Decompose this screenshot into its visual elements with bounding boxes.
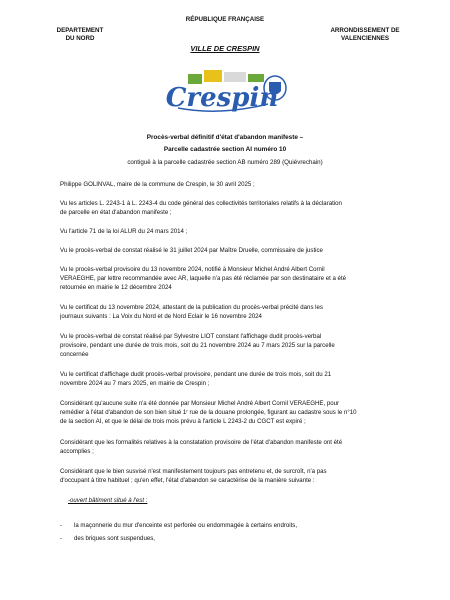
city-title: VILLE DE CRESPIN bbox=[190, 44, 260, 53]
paragraph-3: Vu l'article 71 de la loi ALUR du 24 mars 2014 ; bbox=[60, 228, 188, 235]
paragraph-9: Considérant qu'aucune suite n'a été donnée par Monsieur Michel André Albert Cornil VERAEGHE, pour remédier à l'état d'abandon de son bien situé 1ʳ rue de la douane prolongée, figurant au cadastre sous le n°10 de la section AI, et que le délai de trois mois prévu à l'article L 2243-2 du CGCT est expiré ; bbox=[60, 400, 357, 425]
department-line-1: DEPARTEMENT bbox=[56, 27, 104, 34]
logo-wordmark: Crespin bbox=[165, 83, 279, 113]
paragraph-5: Vu le procès-verbal provisoire du 13 novembre 2024, notifié à Monsieur Michel André Albert Cornil VERAEGHE, par lettre recommandée avec AR, laquelle n'a pas été réclamée par son destinataire et a été retournée en mairie le 12 décembre 2024 bbox=[60, 266, 347, 291]
department-block bbox=[30, 27, 130, 42]
republic-header: RÉPUBLIQUE FRANÇAISE bbox=[185, 16, 265, 23]
paragraph-2: Vu les articles L. 2243-1 à L. 2243-4 du code général des collectivités territoriales relatifs à la déclaration de parcelle en état d'abandon manifeste ; bbox=[60, 200, 342, 216]
doc-title-line-1: Procès-verbal définitif d'état d'abandon manifeste – bbox=[146, 134, 304, 141]
paragraph-6: Vu le certificat du 13 novembre 2024, attestant de la publication du procès-verbal précité dans les journaux suivants : La Voix du Nord et de Nord Eclair le 16 novembre 2024 bbox=[60, 304, 323, 320]
arrondissement-line-1: ARRONDISSEMENT DE bbox=[330, 27, 400, 34]
paragraph-10: Considérant que les formalités relatives à la constatation provisoire de l'état d'abandon manifeste ont été accomplies ; bbox=[60, 439, 343, 455]
bullet-item: - des briques sont suspendues, bbox=[60, 535, 155, 542]
paragraph-11: Considérant que le bien susvisé n'est manifestement toujours pas entretenu et, de surcroît, n'a pas d'occupant à titre habituel ; qu'en effet, l'état d'abandon se caractérise de la manière suivante : bbox=[60, 468, 327, 484]
paragraph-8: Vu le certificat d'affichage dudit procès-verbal provisoire, pendant une durée de trois mois, soit du 21 novembre 2024 au 7 mars 2025, en mairie de Crespin ; bbox=[60, 371, 332, 387]
bullet-item: - la maçonnerie du mur d'enceinte est perforée ou endommagée à certains endroits, bbox=[60, 522, 298, 529]
paragraph-1: Philippe GOLINVAL, maire de la commune de Crespin, le 30 avril 2025 ; bbox=[60, 181, 255, 188]
doc-title-line-2: Parcelle cadastrée section AI numéro 10 bbox=[163, 146, 287, 153]
department-line-2: DU NORD bbox=[65, 34, 95, 42]
crespin-logo bbox=[150, 64, 300, 124]
arrondissement-block bbox=[290, 27, 440, 42]
paragraph-4: Vu le procès-verbal de constat réalisé le 31 juillet 2024 par Maître Druelle, commissaire de justice bbox=[60, 247, 323, 254]
arrondissement-line-2: VALENCIENNES bbox=[340, 34, 390, 42]
paragraph-7: Vu le procès-verbal de constat réalisé par Sylvestre LIOT constant l'affichage dudit procès-verbal provisoire, pendant une durée de trois mois, soit du 21 novembre 2024 au 7 mars 2025 sur la parcelle concernée bbox=[60, 333, 335, 358]
doc-title-line-3: contiguë à la parcelle cadastrée section AB numéro 289 (Quiévrechain) bbox=[127, 159, 323, 166]
section-label: -ouvert bâtiment situé à l'est : bbox=[68, 497, 148, 504]
